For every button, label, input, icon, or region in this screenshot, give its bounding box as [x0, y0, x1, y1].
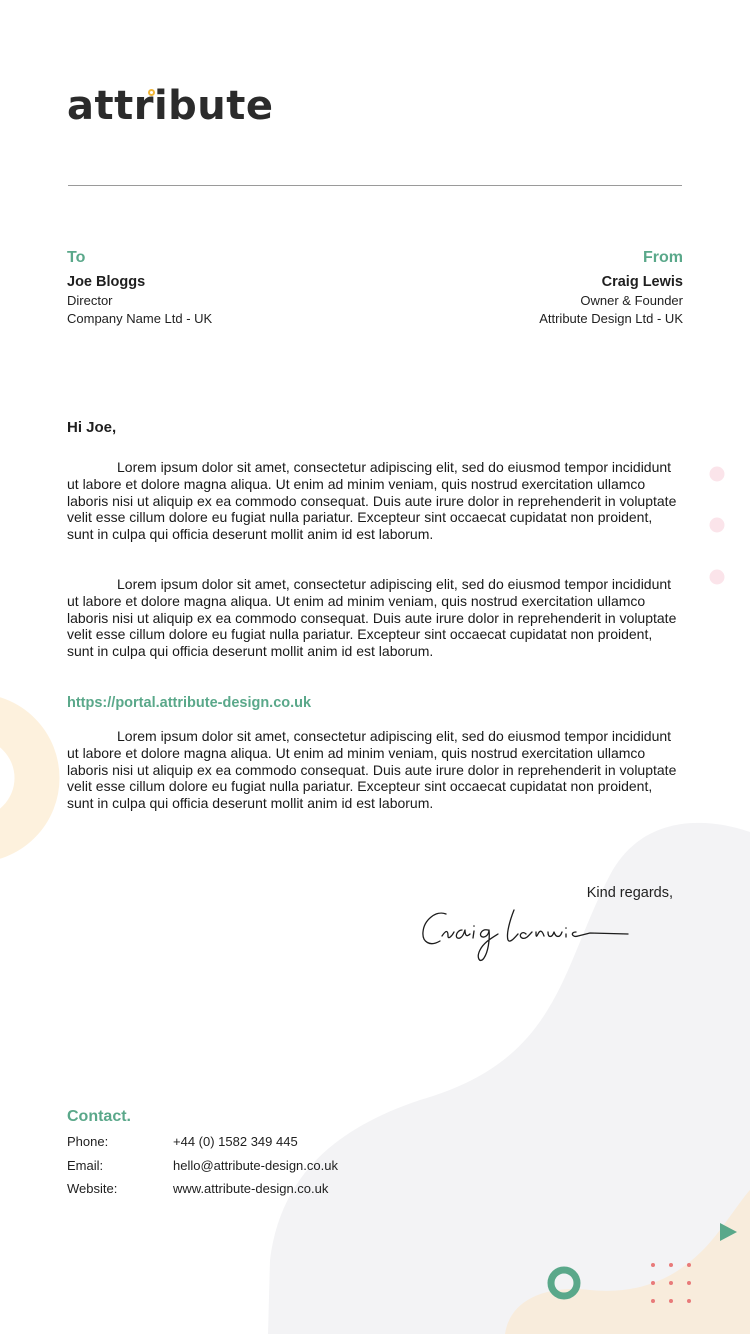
recipient-name: Joe Bloggs [67, 274, 146, 290]
website-value[interactable]: www.attribute-design.co.uk [173, 1181, 329, 1196]
recipient-company: Company Name Ltd - UK [67, 311, 213, 326]
sender-title: Owner & Founder [580, 293, 683, 308]
sender-company: Attribute Design Ltd - UK [539, 311, 683, 326]
contact-phone-row [67, 1133, 298, 1151]
company-logo [67, 84, 274, 128]
letter-paragraph: Lorem ipsum dolor sit amet, consectetur adipiscing elit, sed do eiusmod tempor incididunt ut labore et dolore magna aliqua. Ut enim ad minim veniam, quis nostrud exercitation ullamco laboris nisi ut aliquip ex ea commodo consequat. Duis aute irure dolor in reprehenderit in voluptate velit esse cillum dolore eu fugiat nulla pariatur. Excepteur sint occaecat cupidatat non proident, sunt in culpa qui officia deserunt mollit anim id est laborum. [67, 459, 677, 543]
letter-paragraph: Lorem ipsum dolor sit amet, consectetur adipiscing elit, sed do eiusmod tempor incididunt ut labore et dolore magna aliqua. Ut enim ad minim veniam, quis nostrud exercitation ullamco laboris nisi ut aliquip ex ea commodo consequat. Duis aute irure dolor in reprehenderit in voluptate velit esse cillum dolore eu fugiat nulla pariatur. Excepteur sint occaecat cupidatat non proident, sunt in culpa qui officia deserunt mollit anim id est laborum. [67, 576, 677, 660]
recipient-heading: To [67, 249, 86, 266]
contact-email-row [67, 1157, 338, 1175]
recipient-title: Director [67, 293, 113, 308]
contact-heading: Contact. [67, 1108, 131, 1125]
sender-heading: From [643, 249, 683, 266]
logo-wordmark: attribute [67, 83, 274, 129]
logo-dot-icon [148, 89, 155, 96]
header-divider [68, 185, 682, 186]
portal-link[interactable]: https://portal.attribute-design.co.uk [67, 695, 312, 711]
sender-name: Craig Lewis [601, 274, 683, 290]
letter-signoff: Kind regards, [586, 885, 673, 901]
contact-label: Website: [67, 1181, 118, 1196]
letter-paragraph: Lorem ipsum dolor sit amet, consectetur adipiscing elit, sed do eiusmod tempor incididunt ut labore et dolore magna aliqua. Ut enim ad minim veniam, quis nostrud exercitation ullamco laboris nisi ut aliquip ex ea commodo consequat. Duis aute irure dolor in reprehenderit in voluptate velit esse cillum dolore eu fugiat nulla pariatur. Excepteur sint occaecat cupidatat non proident, sunt in culpa qui officia deserunt mollit anim id est laborum. [67, 728, 677, 812]
contact-label: Phone: [67, 1134, 109, 1149]
recipient-block [67, 248, 367, 328]
phone-value[interactable]: +44 (0) 1582 349 445 [173, 1134, 298, 1149]
letter-greeting: Hi Joe, [67, 419, 117, 436]
sender-block [383, 248, 683, 328]
contact-label: Email: [67, 1158, 104, 1173]
handwritten-signature [418, 900, 633, 965]
email-value[interactable]: hello@attribute-design.co.uk [173, 1158, 338, 1173]
contact-website-row [67, 1180, 328, 1198]
